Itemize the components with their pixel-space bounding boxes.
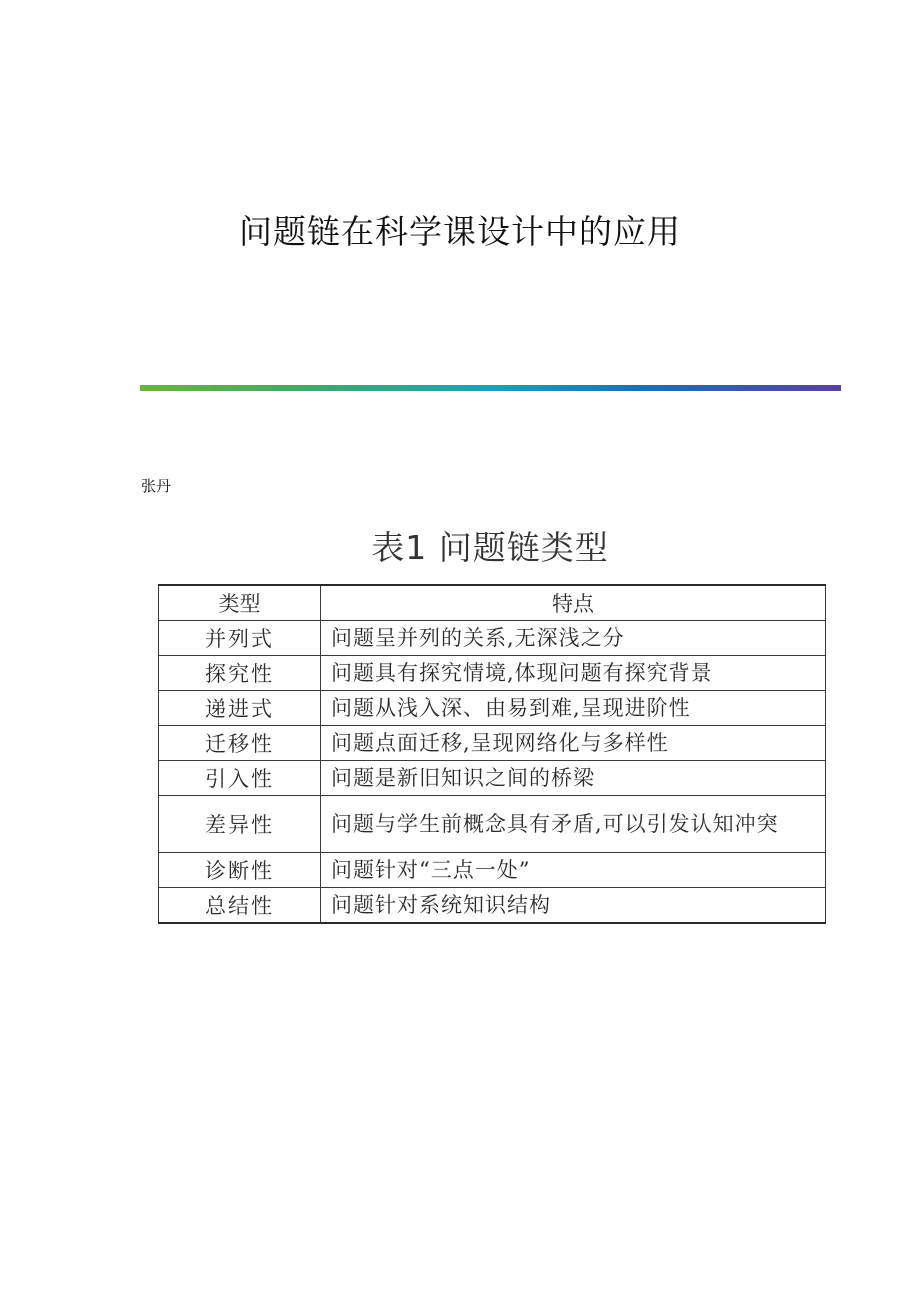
type-cell: 引入性	[159, 761, 321, 796]
type-cell: 探究性	[159, 656, 321, 691]
author-name: 张丹	[141, 477, 172, 495]
type-cell: 递进式	[159, 691, 321, 726]
question-chain-table	[158, 584, 826, 924]
feature-cell: 问题从浅入深、由易到难,呈现进阶性	[321, 691, 826, 726]
table-header-row	[159, 585, 826, 621]
feature-cell: 问题针对系统知识结构	[321, 888, 826, 924]
header-feature: 特点	[321, 585, 826, 621]
header-type: 类型	[159, 585, 321, 621]
type-cell: 差异性	[159, 796, 321, 853]
feature-cell: 问题是新旧知识之间的桥梁	[321, 761, 826, 796]
table-caption: 表1 问题链类型	[371, 528, 609, 567]
feature-cell: 问题具有探究情境,体现问题有探究背景	[321, 656, 826, 691]
type-cell: 诊断性	[159, 853, 321, 888]
feature-cell: 问题与学生前概念具有矛盾,可以引发认知冲突	[321, 796, 826, 853]
table-row	[159, 796, 826, 853]
table-row	[159, 656, 826, 691]
document-title: 问题链在科学课设计中的应用	[239, 212, 681, 251]
table-row	[159, 726, 826, 761]
table-row	[159, 888, 826, 924]
feature-cell: 问题针对“三点一处”	[321, 853, 826, 888]
table-row	[159, 691, 826, 726]
feature-cell: 问题点面迁移,呈现网络化与多样性	[321, 726, 826, 761]
gradient-divider	[140, 385, 841, 391]
type-cell: 并列式	[159, 621, 321, 656]
table-row	[159, 853, 826, 888]
type-cell: 总结性	[159, 888, 321, 924]
table-row	[159, 621, 826, 656]
table-row	[159, 761, 826, 796]
type-cell: 迁移性	[159, 726, 321, 761]
feature-cell: 问题呈并列的关系,无深浅之分	[321, 621, 826, 656]
